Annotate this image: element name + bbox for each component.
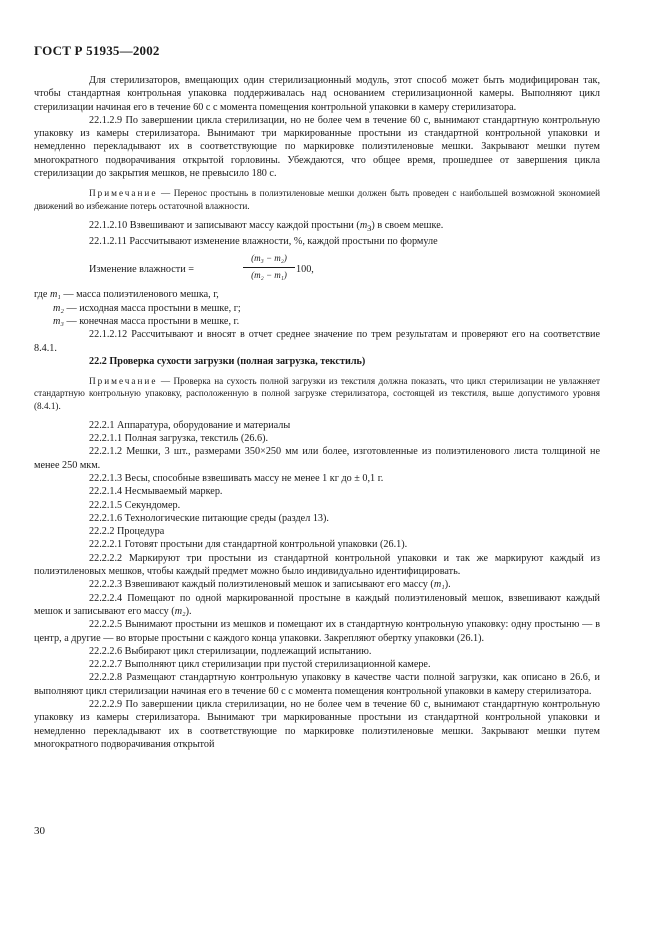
where-line <box>34 288 600 301</box>
note <box>34 187 600 211</box>
variable: m₁ <box>49 289 61 301</box>
paragraph: 22.2.2.7 Выполняют цикл стерилизации при пустой стерилизационной камере. <box>89 659 431 671</box>
note <box>34 375 600 412</box>
text-part: 22.2.2.3 Взвешивают каждый полиэтиленовый мешок и записывают его массу ( <box>89 579 434 591</box>
paragraph <box>34 219 600 235</box>
variable: m₃ <box>53 316 64 327</box>
text-part: ) в своем мешке. <box>371 219 444 231</box>
variable: m <box>359 219 368 231</box>
note-label: Примечание <box>89 188 158 199</box>
paragraph: 22.2.2.6 Выбирают цикл стерилизации, подлежащий испытанию. <box>89 645 372 657</box>
text-part: где <box>34 289 50 301</box>
paragraph: 22.1.2.11 Рассчитывают изменение влажности, %, каждой простыни по формуле <box>89 236 438 248</box>
paragraph: Для стерилизаторов, вмещающих один стерилизационный модуль, этот способ может быть модифицирован так, чтобы стандартная контрольная упаковка поддерживалась над основанием стерилизационной камеры. Выполняют цикл стерилизации начиная его в течение 60 с с момента помещения контрольной упаковки в камеру стерилизатора. <box>34 75 600 113</box>
formula-multiplier: 100, <box>296 264 314 276</box>
variable: m₁ <box>433 579 445 591</box>
paragraph: 22.1.2.12 Рассчитывают и вносят в отчет среднее значение по трем результатам и проверяют его на соответствие 8.4.1. <box>34 329 600 354</box>
paragraph: 22.2.2 Процедура <box>89 526 165 538</box>
where-line <box>34 315 600 328</box>
paragraph: 22.2.1.5 Секундомер. <box>89 499 181 511</box>
paragraph: 22.2.2.9 По завершении цикла стерилизации, но не более чем в течение 60 с, вынимают стандартную контрольную упаковку из камеры стерилизатора. Вынимают три маркированные простыни из стандартной контрольной упаковки и немедленно перекладывают их в соответствующие по маркировке полиэтиленовые мешки. Закрывают мешки путем многократного подворачивания открытой <box>34 699 600 750</box>
paragraph: 22.2.1.3 Весы, способные взвешивать массу не менее 1 кг до ± 0,1 г. <box>89 472 384 484</box>
variable: m₂ <box>53 302 64 314</box>
paragraph: 22.2.1.1 Полная загрузка, текстиль (26.6). <box>89 433 269 445</box>
page-number: 30 <box>34 825 45 837</box>
formula-denominator: (m₂ − m₁) <box>251 269 287 280</box>
paragraph: 22.2.1 Аппаратура, оборудование и материалы <box>89 419 291 431</box>
formula-fraction <box>243 252 295 282</box>
text-part: ). <box>444 579 451 591</box>
note-label: Примечание <box>89 376 158 387</box>
subscript: 3 <box>367 222 372 233</box>
paragraph: 22.2.1.6 Технологические питающие среды (раздел 13). <box>89 512 329 524</box>
text-part: 22.2.2.4 Помещают по одной маркированной простыне в каждый полиэтиленовый мешок, взвешивают каждый мешок и записывают его массу ( <box>34 592 600 617</box>
text-part: ). <box>185 605 192 617</box>
variable: m₂ <box>174 605 186 617</box>
paragraph: 22.2.2.2 Маркируют три простыни из стандартной контрольной упаковки и так же маркируют каждый из полиэтиленовых мешков, чтобы каждый предмет можно было индивидуально идентифицировать. <box>34 552 600 578</box>
formula-numerator: (m₃ − m₂) <box>243 252 295 267</box>
note-text: — Перенос простынь в полиэтиленовые мешки должен быть проведен с наибольшей возможной экономией движений во избежание потерь остаточной влажности. <box>34 188 600 211</box>
note-text: — Проверка на сухость полной загрузки из текстиля должна показать, что цикл стерилизации не увлажняет стандартную контрольную упаковку, расположенную в полной загрузке стерилизатора, состоящей из текстиля, выше допустимого уровня (8.4.1). <box>34 376 600 411</box>
section-title: 22.2 Проверка сухости загрузки (полная загрузка, текстиль) <box>89 355 366 367</box>
paragraph <box>34 578 600 591</box>
paragraph: 22.2.2.8 Размещают стандартную контрольную упаковку в качестве части полной загрузки, как описано в 26.6, и выполняют цикл стерилизации начиная его в течение 60 с с момента помещения контрольной упаковки в камеру стерилизатора. <box>34 672 600 697</box>
text-part: — масса полиэтиленового мешка, г, <box>60 289 219 301</box>
paragraph: 22.2.2.1 Готовят простыни для стандартной контрольной упаковки (26.1). <box>89 539 408 551</box>
text-part: — конечная масса простыни в мешке, г. <box>63 316 240 327</box>
text-part: — исходная масса простыни в мешке, г; <box>63 302 241 314</box>
formula-lhs: Изменение влажности = <box>89 264 194 276</box>
where-line <box>34 302 600 315</box>
page-header: ГОСТ Р 51935—2002 <box>34 43 160 58</box>
paragraph: 22.2.1.2 Мешки, 3 шт., размерами 350×250 мм или более, изготовленные из полиэтиленового листа толщиной не менее 250 мкм. <box>34 446 600 471</box>
paragraph: 22.2.2.5 Вынимают простыни из мешков и помещают их в стандартную контрольную упаковку: одну простыню — в центр, а другие — во вторые простыни с каждого конца упаковки. Закрепляют обертку упаковки (26.1). <box>34 619 600 644</box>
paragraph: 22.1.2.9 По завершении цикла стерилизации, но не более чем в течение 60 с, вынимают стандартную контрольную упаковку из камеры стерилизатора. Вынимают три маркированные простыни из стандартной контрольной упаковки и немедленно перекладывают их в соответствующие по маркировке полиэтиленовые мешки. Закрывают мешки путем многократного подворачивания открытой горловины. Убеждаются, что общее время, прошедшее от завершения цикла стерилизации до закрытия мешков, не превысило 180 с. <box>34 114 600 180</box>
paragraph: 22.2.1.4 Несмываемый маркер. <box>89 486 223 498</box>
moisture-formula <box>34 251 600 287</box>
text-part: 22.1.2.10 Взвешивают и записывают массу каждой простыни ( <box>89 219 360 231</box>
paragraph <box>34 592 600 619</box>
document-body <box>34 74 600 751</box>
